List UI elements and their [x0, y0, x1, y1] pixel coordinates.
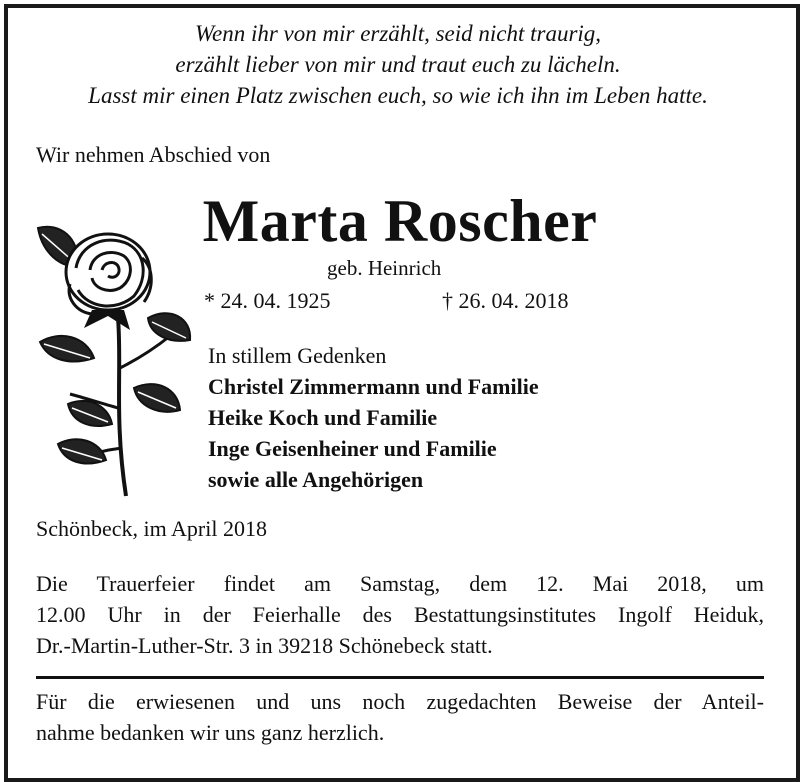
ceremony-line: 12.00 Uhr in der Feierhalle des Bestattungsinstitutes Ingolf Heiduk, — [36, 602, 764, 627]
mourner-name: Christel Zimmermann und Familie — [208, 374, 539, 399]
intro-text: Wir nehmen Abschied von — [36, 142, 271, 167]
mourner-name: Heike Koch und Familie — [208, 405, 438, 430]
deceased-name: Marta Roscher — [202, 188, 598, 254]
birth-name: geb. Heinrich — [327, 256, 442, 280]
poem-line: Lasst mir einen Platz zwischen euch, so wie ich ihn im Leben hatte. — [88, 83, 708, 108]
thanks-line: Für die erwiesenen und uns noch zugedachten Beweise der Anteil- — [36, 689, 764, 714]
mourning-block — [208, 340, 539, 495]
poem-line: Wenn ihr von mir erzählt, seid nicht traurig, — [194, 21, 602, 46]
ceremony-line: Die Trauerfeier findet am Samstag, dem 12. Mai 2018, um — [36, 571, 764, 596]
ceremony-line: Dr.-Martin-Luther-Str. 3 in 39218 Schönebeck statt. — [36, 633, 493, 658]
birth-date: * 24. 04. 1925 — [204, 288, 331, 313]
rose-illustration-icon — [30, 218, 200, 500]
death-date: † 26. 04. 2018 — [442, 288, 569, 313]
mourner-name: sowie alle Angehörigen — [208, 467, 424, 492]
poem-line: erzählt lieber von mir und traut euch zu lächeln. — [175, 52, 621, 77]
mourner-name: Inge Geisenheiner und Familie — [208, 436, 497, 461]
divider — [36, 676, 764, 679]
mourning-heading: In stillem Gedenken — [208, 343, 387, 368]
place-and-date: Schönbeck, im April 2018 — [36, 516, 267, 541]
ceremony-notice — [36, 568, 764, 661]
thanks-line: nahme bedanken wir uns ganz herzlich. — [36, 720, 385, 745]
poem — [0, 18, 796, 111]
thanks-note — [36, 686, 764, 748]
